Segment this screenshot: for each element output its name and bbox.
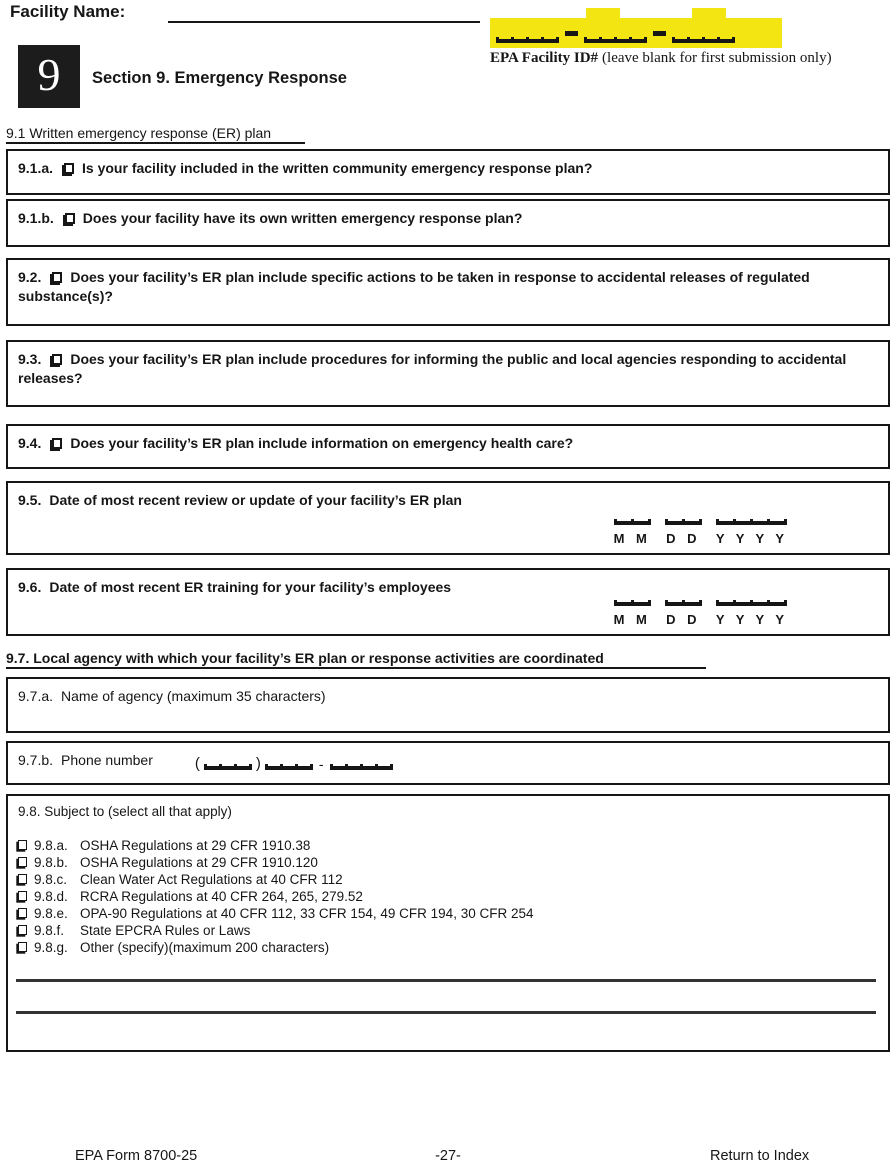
checklist-item (18, 855, 878, 872)
comb-cell (631, 600, 648, 606)
question-9-2-box (6, 258, 890, 326)
subsection-9-1-heading: 9.1 Written emergency response (ER) plan (6, 125, 890, 144)
epa-id-comb-group-2[interactable] (584, 37, 647, 43)
month-group (614, 519, 651, 548)
item-id: 9.8.g. (34, 940, 68, 955)
year-label: Y Y Y Y (715, 612, 788, 627)
question-id: 9.5. (18, 492, 42, 508)
field-9-7-a-box[interactable] (6, 677, 890, 733)
question-text: Does your facility’s ER plan include information on emergency health care? (70, 435, 574, 451)
form-header (0, 0, 896, 125)
month-comb-field[interactable] (614, 519, 651, 525)
field-label: Phone number (61, 752, 153, 768)
comb-cell (682, 519, 699, 525)
item-text: State EPCRA Rules or Laws (80, 923, 251, 938)
day-comb-field[interactable] (665, 600, 702, 606)
checkbox-icon[interactable] (52, 438, 62, 449)
section-number-badge: 9 (18, 45, 80, 108)
paren-close: ) (255, 755, 261, 772)
dash-separator (653, 31, 666, 36)
comb-cell (687, 37, 702, 43)
question-id: 9.1.a. (18, 160, 54, 176)
checkbox-icon[interactable] (65, 213, 75, 224)
checklist-item (18, 838, 878, 855)
phone-prefix-comb-field[interactable] (265, 764, 313, 770)
checklist-item (18, 923, 878, 940)
question-9-4-box (6, 424, 890, 469)
question-9-1-b-box (6, 199, 890, 247)
item-id: 9.8.e. (34, 906, 68, 921)
comb-cell (219, 764, 234, 770)
day-label: D D (666, 531, 701, 546)
comb-cell (750, 600, 767, 606)
year-comb-field[interactable] (716, 519, 787, 525)
comb-cell (716, 600, 733, 606)
checklist-item (18, 872, 878, 889)
comb-cell (614, 600, 631, 606)
comb-cell (614, 519, 631, 525)
checkbox-icon[interactable] (52, 272, 62, 283)
paren-open: ( (194, 755, 200, 772)
year-comb-field[interactable] (716, 600, 787, 606)
epa-facility-id-label (490, 50, 832, 67)
return-to-index-link[interactable]: Return to Index (710, 1148, 810, 1164)
comb-cell (665, 519, 682, 525)
comb-cell (526, 37, 541, 43)
epa-id-comb-group-1[interactable] (496, 37, 559, 43)
comb-cell (767, 600, 784, 606)
checklist-item (18, 889, 878, 906)
checklist-item (18, 906, 878, 923)
item-id: 9.8.a. (34, 838, 68, 853)
checkbox-icon[interactable] (52, 354, 62, 365)
day-comb-field[interactable] (665, 519, 702, 525)
section-9-8-box (6, 794, 890, 1052)
comb-cell (345, 764, 360, 770)
comb-cell (360, 764, 375, 770)
month-label: M M (613, 531, 651, 546)
item-id: 9.8.c. (34, 872, 68, 887)
section-9-8-heading: 9.8. Subject to (select all that apply) (18, 804, 232, 819)
question-text: Does your facility have its own written emergency response plan? (82, 210, 523, 226)
year-group (716, 600, 788, 629)
epa-id-comb-group-3[interactable] (672, 37, 735, 43)
epa-facility-id-comb-row (490, 18, 782, 48)
epa-facility-id-label-bold: EPA Facility ID# (490, 50, 599, 66)
comb-cell (584, 37, 599, 43)
question-id: 9.6. (18, 579, 42, 595)
month-comb-field[interactable] (614, 600, 651, 606)
item-text: RCRA Regulations at 40 CFR 264, 265, 279.52 (80, 889, 363, 904)
comb-cell (496, 37, 511, 43)
question-id: 9.3. (18, 351, 42, 367)
comb-cell (280, 764, 295, 770)
checkbox-icon[interactable] (18, 925, 27, 935)
day-group (665, 600, 702, 629)
comb-cell (599, 37, 614, 43)
area-code-comb-field[interactable] (204, 764, 252, 770)
year-group (716, 519, 788, 548)
form-number: EPA Form 8700-25 (75, 1148, 198, 1164)
item-text: OPA-90 Regulations at 40 CFR 112, 33 CFR 154, 49 CFR 194, 30 CFR 254 (80, 906, 534, 921)
question-id: 9.4. (18, 435, 42, 451)
checkbox-icon[interactable] (18, 840, 27, 850)
checkbox-icon[interactable] (64, 163, 74, 174)
checkbox-icon[interactable] (18, 942, 27, 952)
regulations-checklist (18, 838, 878, 957)
checkbox-icon[interactable] (18, 874, 27, 884)
date-field-9-6 (614, 600, 788, 629)
item-id: 9.8.b. (34, 855, 68, 870)
comb-cell (702, 37, 717, 43)
comb-cell (295, 764, 310, 770)
hyphen: - (318, 756, 324, 772)
item-text: OSHA Regulations at 29 CFR 1910.38 (80, 838, 311, 853)
item-text: OSHA Regulations at 29 CFR 1910.120 (80, 855, 318, 870)
question-9-5-box (6, 481, 890, 555)
field-id: 9.7.a. (18, 688, 54, 704)
facility-name-label: Facility Name: (10, 2, 126, 21)
subsection-9-7-heading: 9.7. Local agency with which your facility’s ER plan or response activities are coordinated (6, 650, 890, 669)
form-body (6, 125, 890, 1052)
page-footer (0, 1148, 896, 1168)
comb-cell (330, 764, 345, 770)
other-specify-write-line-2[interactable] (16, 1011, 876, 1014)
question-text: Does your facility’s ER plan include specific actions to be taken in response to accidental releases of regulated substance(s)? (18, 269, 810, 304)
page-number: -27- (435, 1148, 461, 1164)
field-9-7-b-box (6, 741, 890, 785)
comb-cell (767, 519, 784, 525)
month-group (614, 600, 651, 629)
comb-cell (665, 600, 682, 606)
comb-cell (234, 764, 249, 770)
comb-cell (733, 600, 750, 606)
comb-cell (733, 519, 750, 525)
checkbox-icon[interactable] (18, 908, 27, 918)
comb-cell (204, 764, 219, 770)
item-text: Other (specify)(maximum 200 characters) (80, 940, 330, 955)
checkbox-icon[interactable] (18, 857, 27, 867)
phone-line-comb-field[interactable] (330, 764, 393, 770)
comb-cell (511, 37, 526, 43)
question-text: Does your facility’s ER plan include procedures for informing the public and local agencies responding to accidental releases? (18, 351, 847, 386)
epa-facility-id-label-note: (leave blank for first submission only) (602, 50, 832, 66)
checkbox-icon[interactable] (18, 891, 27, 901)
question-9-1-a-box (6, 149, 890, 195)
comb-cell (265, 764, 280, 770)
item-id: 9.8.f. (34, 923, 65, 938)
year-label: Y Y Y Y (715, 531, 788, 546)
day-label: D D (666, 612, 701, 627)
comb-cell (375, 764, 390, 770)
comb-cell (672, 37, 687, 43)
facility-name-input-line[interactable] (168, 0, 480, 23)
field-id: 9.7.b. (18, 752, 54, 768)
item-text: Clean Water Act Regulations at 40 CFR 112 (80, 872, 343, 887)
month-label: M M (613, 612, 651, 627)
field-label: Name of agency (maximum 35 characters) (61, 688, 326, 704)
item-id: 9.8.d. (34, 889, 68, 904)
question-9-6-box (6, 568, 890, 636)
checklist-item (18, 940, 878, 957)
question-text: Date of most recent ER training for your facility’s employees (49, 579, 452, 595)
comb-cell (631, 519, 648, 525)
epa-facility-id-field[interactable] (490, 8, 782, 48)
section-title: Section 9. Emergency Response (92, 69, 347, 87)
dash-separator (565, 31, 578, 36)
comb-cell (682, 600, 699, 606)
question-id: 9.2. (18, 269, 42, 285)
date-field-9-5 (614, 519, 788, 548)
comb-cell (614, 37, 629, 43)
question-9-3-box (6, 340, 890, 407)
question-text: Is your facility included in the written community emergency response plan? (82, 160, 593, 176)
comb-cell (716, 519, 733, 525)
question-id: 9.1.b. (18, 210, 54, 226)
other-specify-write-line-1[interactable] (16, 979, 876, 982)
comb-cell (717, 37, 732, 43)
question-text: Date of most recent review or update of your facility’s ER plan (49, 492, 462, 508)
comb-cell (541, 37, 556, 43)
comb-cell (629, 37, 644, 43)
phone-number-row (18, 751, 878, 770)
day-group (665, 519, 702, 548)
comb-cell (750, 519, 767, 525)
